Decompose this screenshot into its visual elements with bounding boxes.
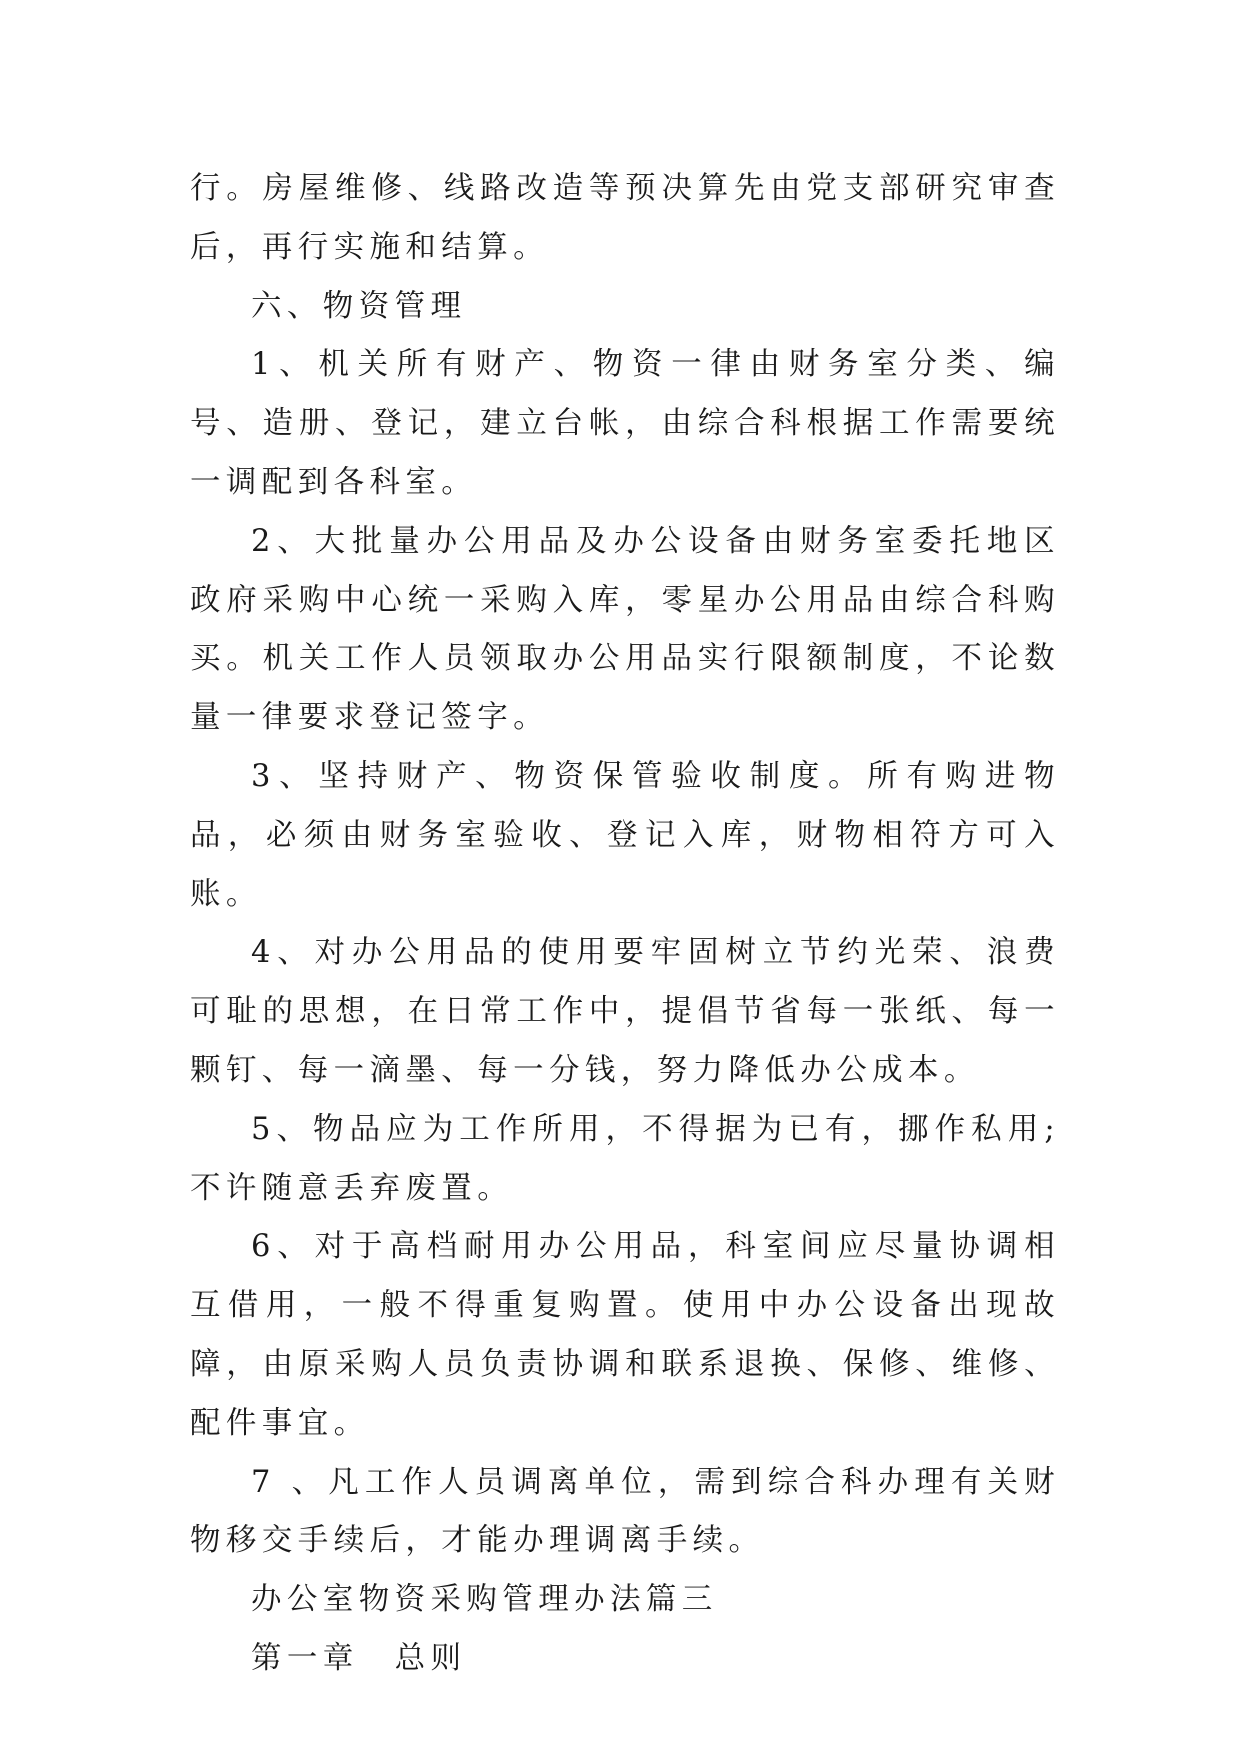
article-title: 办公室物资采购管理办法篇三 — [251, 1582, 718, 1618]
paragraph-item-4: 4、对办公用品的使用要牢固树立节约光荣、浪费可耻的思想，在日常工作中，提倡节省每一张纸、每一颗钉、每一滴墨、每一分钱，努力降低办公成本。 — [190, 935, 1060, 1088]
paragraph-item-7: 7 、凡工作人员调离单位，需到综合科办理有关财物移交手续后，才能办理调离手续。 — [190, 1464, 1060, 1559]
paragraph-item-3: 3、坚持财产、物资保管验收制度。所有购进物品，必须由财务室验收、登记入库，财物相符方可入账。 — [190, 758, 1060, 912]
document-body — [190, 160, 1060, 1689]
paragraph-continuation: 行。房屋维修、线路改造等预决算先由党支部研究审查后，再行实施和结算。 — [190, 171, 1060, 265]
section-heading-materials: 六、物资管理 — [251, 288, 467, 324]
paragraph-item-2: 2、大批量办公用品及办公设备由财务室委托地区政府采购中心统一采购入库，零星办公用品由综合科购买。机关工作人员领取办公用品实行限额制度，不论数量一律要求登记签字。 — [190, 523, 1060, 736]
paragraph-item-6: 6、对于高档耐用办公用品，科室间应尽量协调相互借用，一般不得重复购置。使用中办公设备出现故障，由原采购人员负责协调和联系退换、保修、维修、配件事宜。 — [190, 1229, 1060, 1441]
paragraph-item-5: 5、物品应为工作所用，不得据为已有，挪作私用;不许随意丢弃废置。 — [190, 1111, 1060, 1206]
paragraph-item-1: 1、机关所有财产、物资一律由财务室分类、编号、造册、登记，建立台帐，由综合科根据工作需要统一调配到各科室。 — [190, 347, 1060, 500]
chapter-heading: 第一章 总则 — [251, 1640, 467, 1676]
